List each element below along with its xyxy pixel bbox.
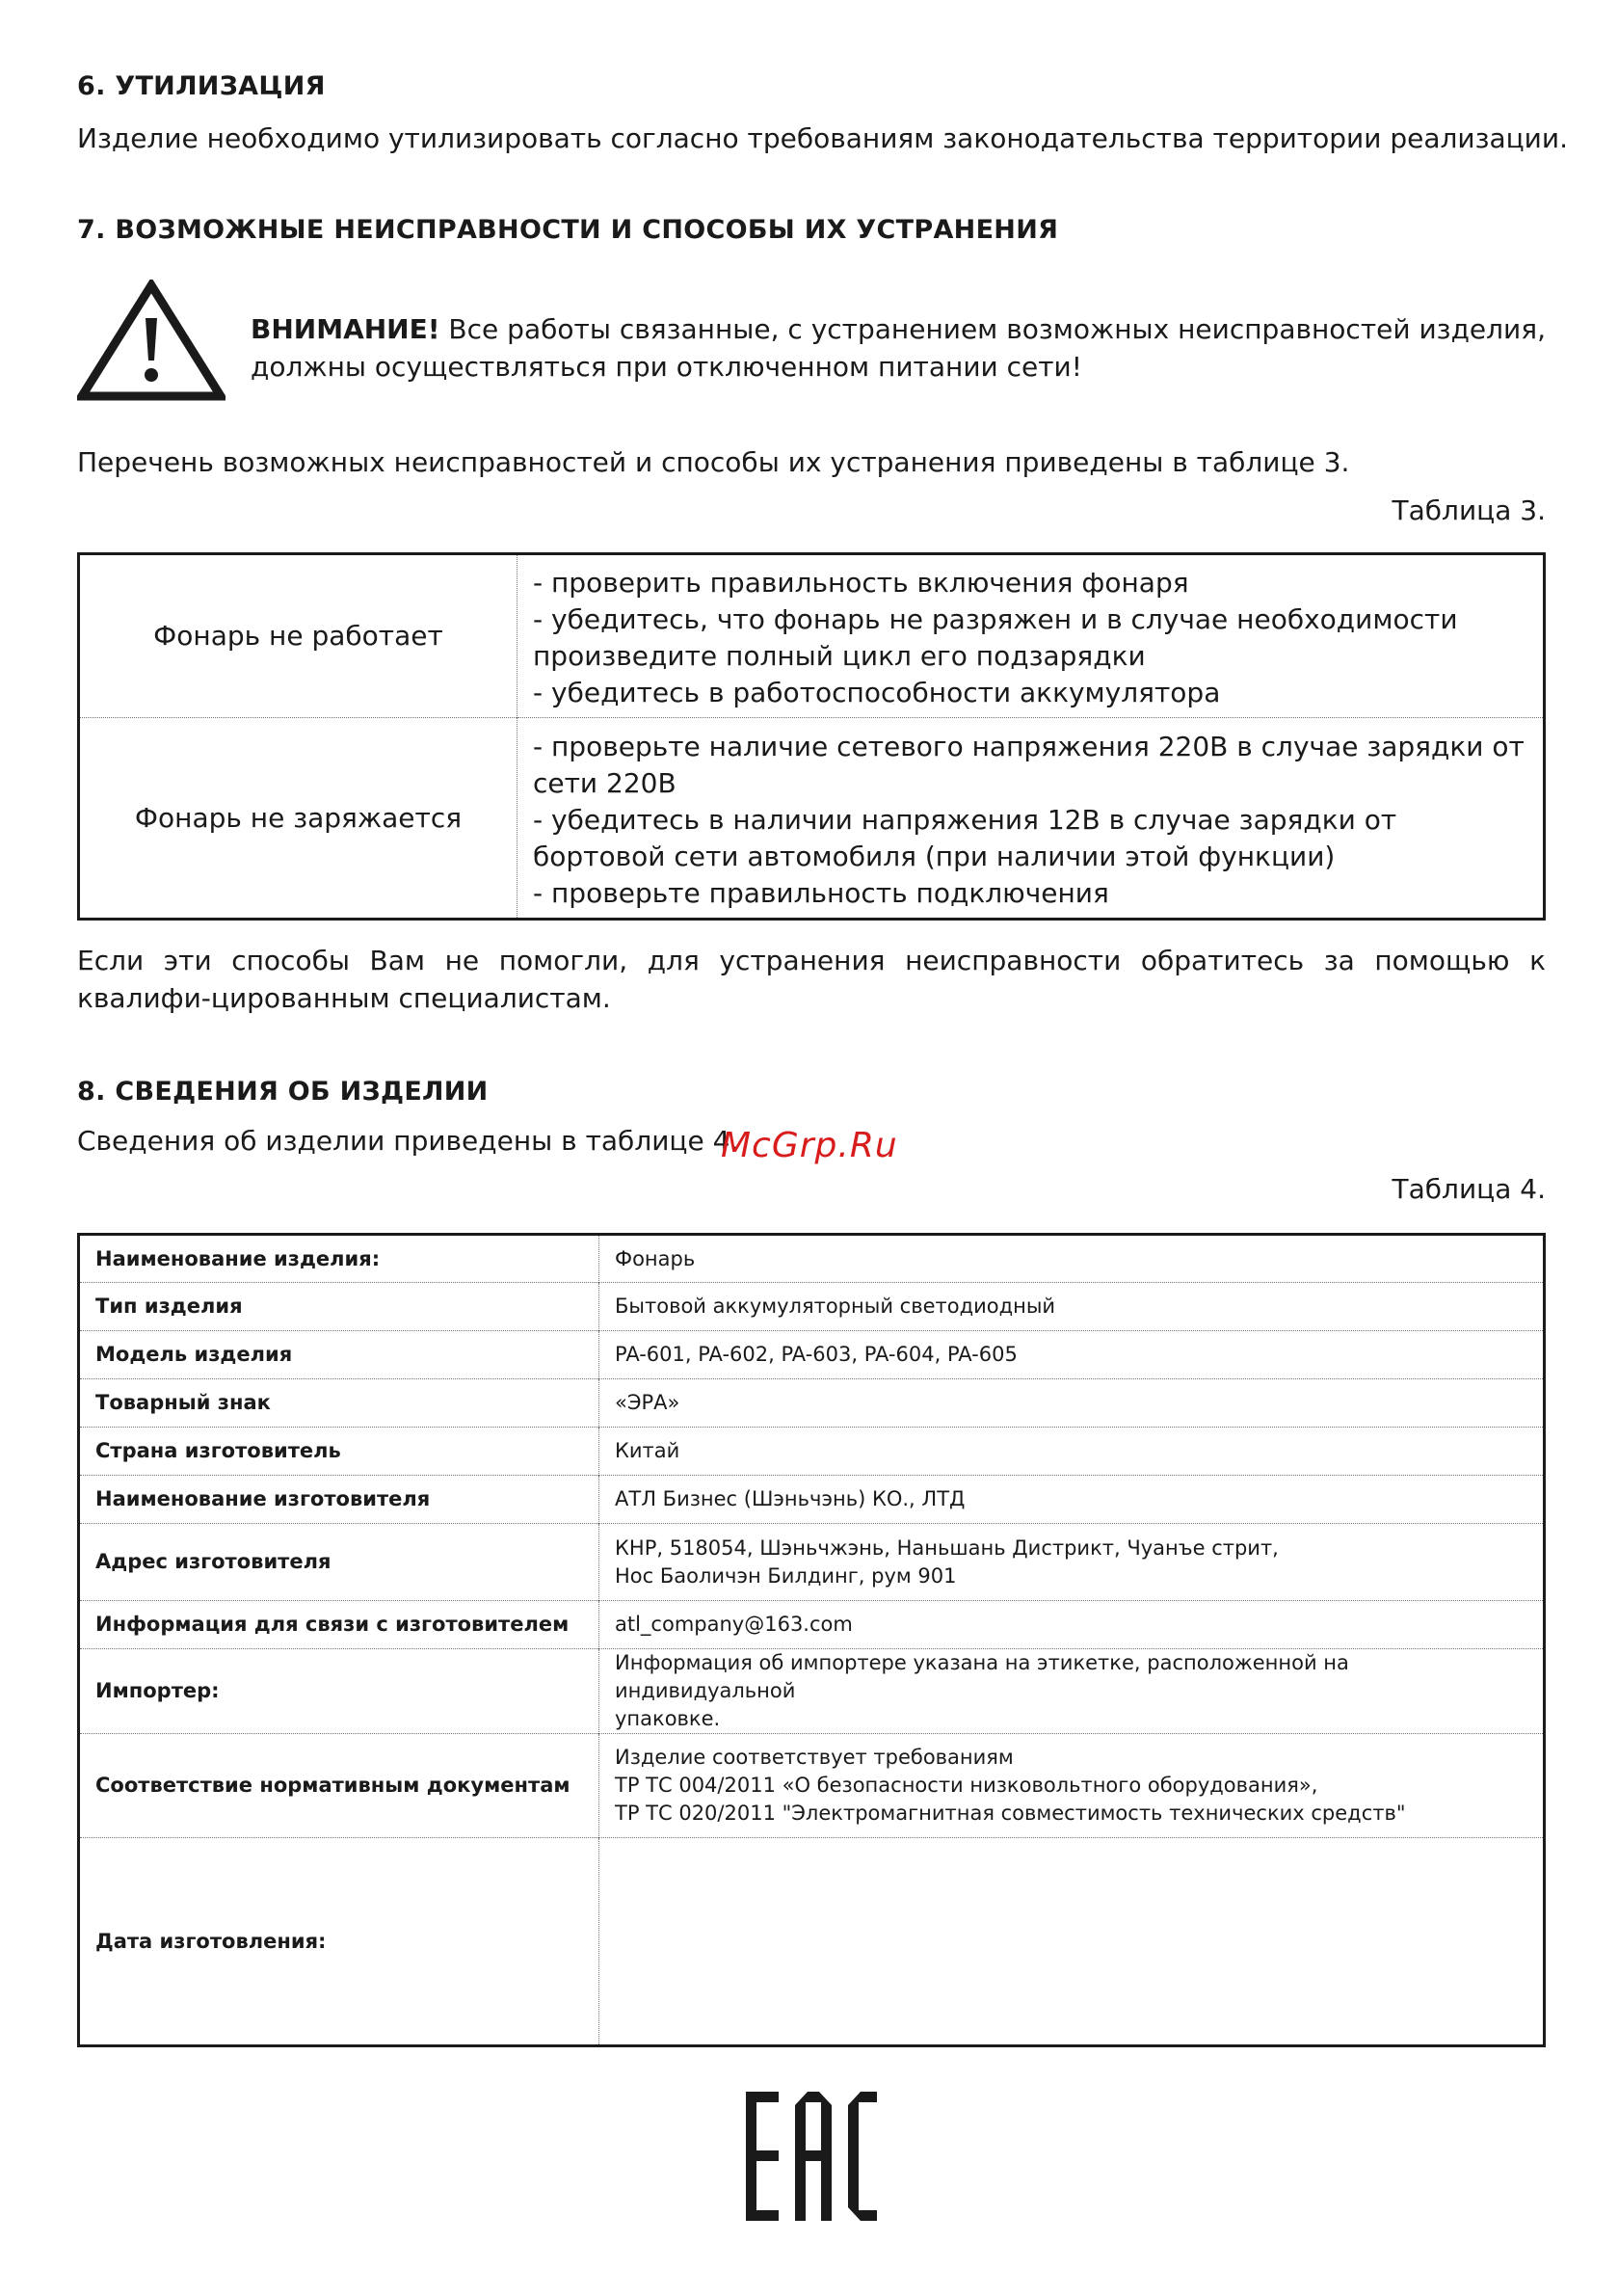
table-row — [79, 1838, 1545, 2046]
faults-intro: Перечень возможных неисправностей и способы их устранения приведены в таблице 3. — [77, 446, 1350, 478]
section-6-text: Изделие необходимо утилизировать согласно требованиям законодательства территории реализации. — [77, 122, 1568, 154]
info-value-line: Изделие соответствует требованиям — [615, 1746, 1014, 1769]
warning-label: ВНИМАНИЕ! — [251, 313, 440, 345]
info-value-line: «ЭРА» — [615, 1391, 680, 1414]
info-key: Наименование изготовителя — [79, 1476, 599, 1524]
info-value — [599, 1734, 1545, 1838]
info-key: Соответствие нормативным документам — [79, 1734, 599, 1838]
table-row — [79, 554, 1545, 718]
table-row — [79, 1601, 1545, 1649]
info-value-line: АТЛ Бизнес (Шэньчэнь) КО., ЛТД — [615, 1487, 966, 1510]
info-value — [599, 1283, 1545, 1331]
fault-problem: Фонарь не работает — [79, 554, 517, 718]
info-key: Адрес изготовителя — [79, 1524, 599, 1601]
info-value-line: Фонарь — [615, 1246, 696, 1270]
info-value-line: ТР ТС 004/2011 «О безопасности низковольтного оборудования», — [615, 1774, 1318, 1797]
info-value — [599, 1476, 1545, 1524]
info-value-line: Информация об импортере указана на этикетке, расположенной на индивидуальной — [615, 1651, 1349, 1702]
info-value-line: atl_company@163.com — [615, 1613, 853, 1636]
product-info-intro: Сведения об изделии приведены в таблице 4. — [77, 1125, 739, 1157]
info-key: Импортер: — [79, 1649, 599, 1734]
table-row — [79, 1235, 1545, 1283]
info-value-line: Нос Баоличэн Билдинг, рум 901 — [615, 1563, 957, 1588]
warning-triangle-icon — [77, 280, 225, 401]
table-row — [79, 1283, 1545, 1331]
table-row — [79, 1649, 1545, 1734]
solution-line: - проверьте наличие сетевого напряжения 220В в случае зарядки от сети 220В — [533, 730, 1525, 799]
section-7-heading: 7. ВОЗМОЖНЫЕ НЕИСПРАВНОСТИ И СПОСОБЫ ИХ УСТРАНЕНИЯ — [77, 215, 1059, 245]
table-row — [79, 1524, 1545, 1601]
table-row — [79, 1379, 1545, 1428]
info-value-line: Бытовой аккумуляторный светодиодный — [615, 1295, 1056, 1318]
info-value-empty — [599, 1838, 1545, 2046]
fault-solutions — [517, 718, 1545, 920]
info-value — [599, 1524, 1545, 1601]
solution-line: - убедитесь в работоспособности аккумулятора — [533, 677, 1221, 708]
table-row — [79, 1331, 1545, 1379]
fault-problem: Фонарь не заряжается — [79, 718, 517, 920]
fault-solutions — [517, 554, 1545, 718]
warning-body: Все работы связанные, с устранением возможных неисправностей изделия, должны осуществляться при отключенном питании сети! — [251, 313, 1546, 383]
info-value-line: ТР ТС 020/2011 "Электромагнитная совместимость технических средств" — [615, 1802, 1406, 1825]
faults-outro: Если эти способы Вам не помогли, для устранения неисправности обратитесь за помощью к квалифи-цированным специалистам. — [77, 945, 1546, 1014]
info-value-line: КНР, 518054, Шэньчжэнь, Наньшань Дистрикт, Чуанъе стрит, — [615, 1535, 1279, 1560]
table-row — [79, 1476, 1545, 1524]
info-key: Страна изготовитель — [79, 1428, 599, 1476]
info-key: Товарный знак — [79, 1379, 599, 1428]
info-key: Дата изготовления: — [79, 1838, 599, 2046]
solution-line: - проверить правильность включения фонаря — [533, 567, 1189, 599]
info-value — [599, 1379, 1545, 1428]
info-value — [599, 1331, 1545, 1379]
info-value-line: PA-601, PA-602, PA-603, PA-604, PA-605 — [615, 1343, 1018, 1366]
section-6-heading: 6. УТИЛИЗАЦИЯ — [77, 71, 326, 101]
info-value — [599, 1601, 1545, 1649]
watermark: McGrp.Ru — [721, 1126, 898, 1165]
warning-message — [251, 310, 1546, 386]
solution-line: - убедитесь в наличии напряжения 12В в случае зарядки от бортовой сети автомобиля (при наличии этой функции) — [533, 803, 1397, 872]
info-value-line: упаковке. — [615, 1707, 721, 1730]
info-value — [599, 1649, 1545, 1734]
eac-mark-icon — [746, 2092, 877, 2221]
info-key: Информация для связи с изготовителем — [79, 1601, 599, 1649]
info-value — [599, 1235, 1545, 1283]
table-row — [79, 718, 1545, 920]
solution-line: - проверьте правильность подключения — [533, 876, 1109, 909]
info-key: Модель изделия — [79, 1331, 599, 1379]
table-3-caption: Таблица 3. — [1392, 494, 1546, 526]
info-key: Тип изделия — [79, 1283, 599, 1331]
info-value-line: Китай — [615, 1439, 680, 1462]
table-row — [79, 1734, 1545, 1838]
info-key: Наименование изделия: — [79, 1235, 599, 1283]
table-row — [79, 1428, 1545, 1476]
table-4-caption: Таблица 4. — [1392, 1173, 1546, 1205]
section-8-heading: 8. СВЕДЕНИЯ ОБ ИЗДЕЛИИ — [77, 1077, 489, 1107]
info-value — [599, 1428, 1545, 1476]
faults-table — [77, 552, 1546, 921]
solution-line: - убедитесь, что фонарь не разряжен и в случае необходимости произведите полный цикл его подзарядки — [533, 603, 1458, 672]
product-info-table — [77, 1233, 1546, 2047]
